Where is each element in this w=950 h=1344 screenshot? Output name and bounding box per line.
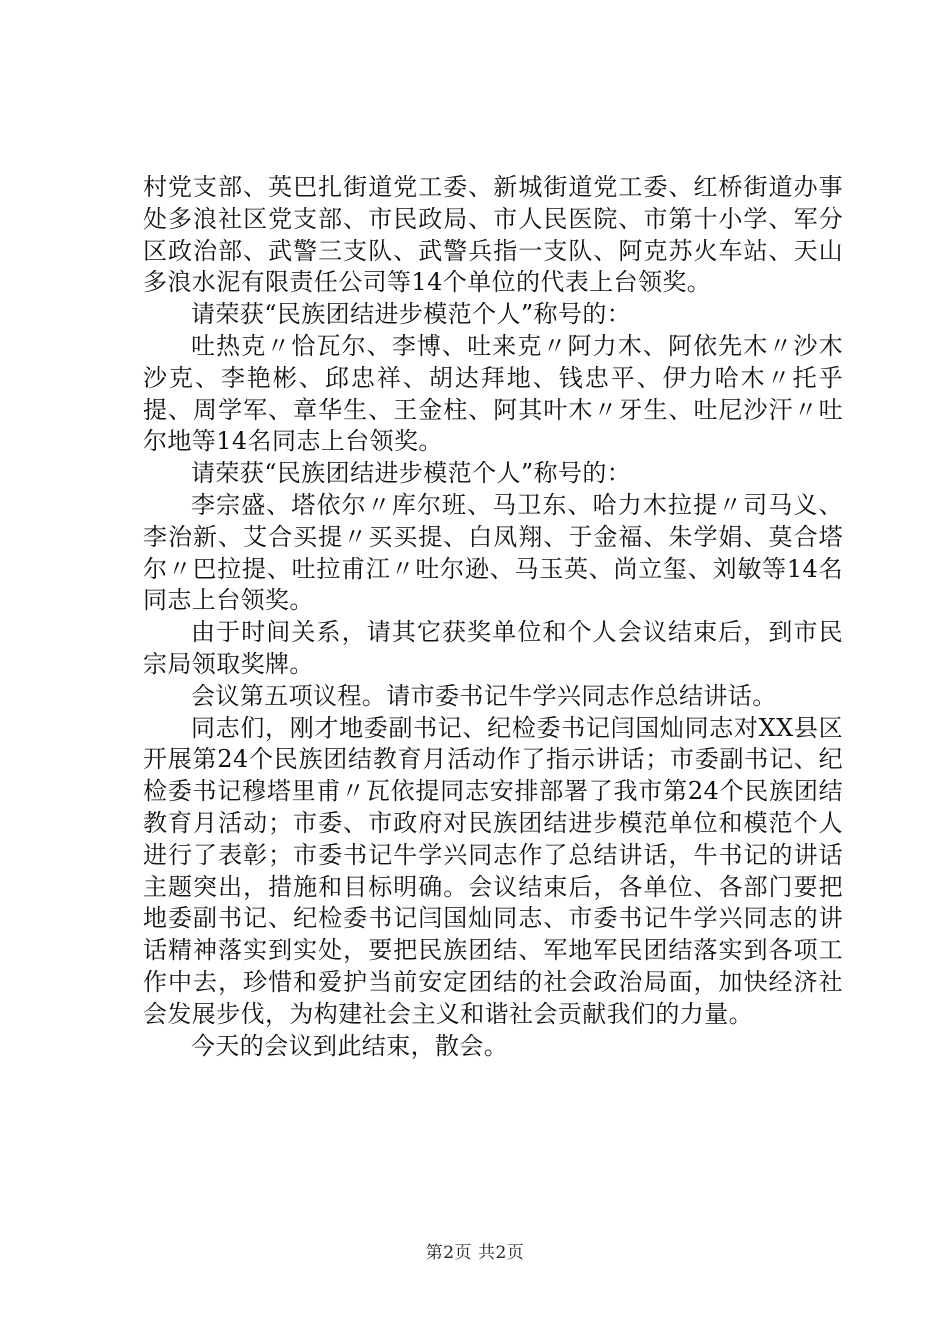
paragraph-award-individuals-list-2: 李宗盛、塔依尔〃库尔班、马卫东、哈力木拉提〃司马义、李治新、艾合买提〃买买提、白凤翔、于金福、朱学娟、莫合塔尔〃巴拉提、吐拉甫江〃吐尔逊、马玉英、尚立玺、刘敏等14名同志上台领奖。 xyxy=(143,490,843,615)
page-footer-page-number: 第2页 共2页 xyxy=(425,1243,525,1263)
document-body xyxy=(143,172,843,1062)
paragraph-agenda-item-five: 会议第五项议程。请市委书记牛学兴同志作总结讲话。 xyxy=(191,681,777,710)
paragraph-award-units: 村党支部、英巴扎街道党工委、新城街道党工委、红桥街道办事处多浪社区党支部、市民政局、市人民医院、市第十小学、军分区政治部、武警三支队、武警兵指一支队、阿克苏火车站、天山多浪水泥有限责任公司等14个单位的代表上台领奖。 xyxy=(143,173,843,297)
paragraph-meeting-adjourned: 今天的会议到此结束，散会。 xyxy=(191,1031,509,1060)
paragraph-award-individuals-list-1: 吐热克〃恰瓦尔、李博、吐来克〃阿力木、阿依先木〃沙木沙克、李艳彬、邱忠祥、胡达拜地、钱忠平、伊力哈木〃托乎提、周学军、章华生、王金柱、阿其叶木〃牙生、吐尼沙汗〃吐尔地等14名同志上台领奖。 xyxy=(143,331,843,456)
paragraph-award-individuals-call-1: 请荣获“民族团结进步模范个人”称号的： xyxy=(191,300,632,329)
paragraph-award-individuals-call-2: 请荣获“民族团结进步模范个人”称号的： xyxy=(191,459,632,488)
paragraph-award-collection-notice: 由于时间关系，请其它获奖单位和个人会议结束后，到市民宗局领取奖牌。 xyxy=(143,618,843,678)
paragraph-closing-summary: 同志们，刚才地委副书记、纪检委书记闫国灿同志对XX县区开展第24个民族团结教育月活动作了指示讲话；市委副书记、纪检委书记穆塔里甫〃瓦依提同志安排部署了我市第24个民族团结教育月活动；市委、市政府对民族团结进步模范单位和模范个人进行了表彰；市委书记牛学兴同志作了总结讲话，牛书记的讲话主题突出，措施和目标明确。会议结束后，各单位、各部门要把地委副书记、纪检委书记闫国灿同志、市委书记牛学兴同志的讲话精神落实到实处，要把民族团结、军地军民团结落实到各项工作中去，珍惜和爱护当前安定团结的社会政治局面，加快经济社会发展步伐，为构建社会主义和谐社会贡献我们的力量。 xyxy=(143,713,843,1028)
